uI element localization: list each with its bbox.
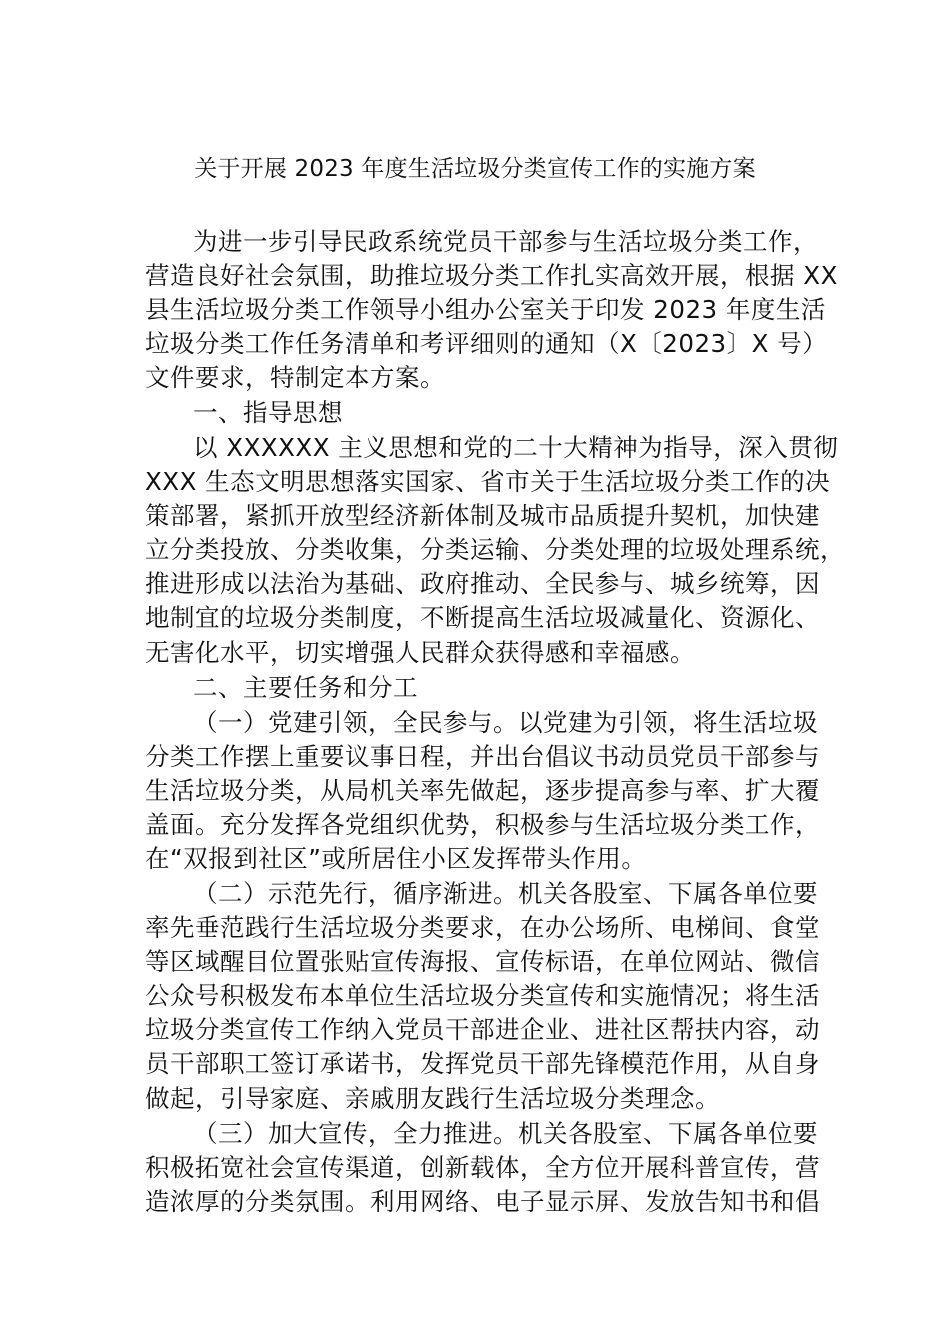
paragraph-line: 地制宜的垃圾分类制度，不断提高生活垃圾减量化、资源化、 (145, 603, 820, 632)
paragraph-line: 营造良好社会氛围，助推垃圾分类工作扎实高效开展，根据 XX (145, 261, 838, 290)
section-heading: 二、主要任务和分工 (193, 673, 418, 702)
paragraph-line: 盖面。充分发挥各党组织优势，积极参与生活垃圾分类工作， (145, 810, 820, 839)
paragraph-line: 立分类投放、分类收集，分类运输、分类处理的垃圾处理系统， (145, 535, 845, 564)
paragraph-line: 以 XXXXXX 主义思想和党的二十大精神为指导，深入贯彻 (193, 433, 839, 462)
paragraph-line: 文件要求，特制定本方案。 (145, 363, 445, 392)
paragraph-line: 垃圾分类宣传工作纳入党员干部进企业、进社区帮扶内容，动 (145, 1015, 820, 1044)
paragraph-line: 公众号积极发布本单位生活垃圾分类宣传和实施情况；将生活 (145, 981, 820, 1010)
paragraph-line: 推进形成以法治为基础、政府推动、全民参与、城乡统筹，因 (145, 569, 820, 598)
paragraph-line: 县生活垃圾分类工作领导小组办公室关于印发 2023 年度生活 (145, 295, 826, 324)
paragraph-line: 积极拓宽社会宣传渠道，创新载体，全方位开展科普宣传，营 (145, 1153, 820, 1182)
section-heading: 一、指导思想 (193, 398, 343, 427)
paragraph-line: 无害化水平，切实增强人民群众获得感和幸福感。 (145, 638, 695, 667)
paragraph-line: XXX 生态文明思想落实国家、省市关于生活垃圾分类工作的决 (145, 467, 831, 496)
paragraph-line: 员干部职工签订承诺书，发挥党员干部先锋模范作用，从自身 (145, 1049, 820, 1078)
paragraph-line: 分类工作摆上重要议事日程，并出台倡议书动员党员干部参与 (145, 742, 820, 771)
paragraph-line: （二）示范先行，循序渐进。机关各股室、下属各单位要 (193, 879, 818, 908)
document-title: 关于开展 2023 年度生活垃圾分类宣传工作的实施方案 (194, 156, 756, 182)
paragraph-line: 等区域醒目位置张贴宣传海报、宣传标语，在单位网站、微信 (145, 947, 820, 976)
paragraph-line: 率先垂范践行生活垃圾分类要求，在办公场所、电梯间、食堂 (145, 913, 820, 942)
paragraph-line: 在“双报到社区”或所居住小区发挥带头作用。 (145, 844, 647, 873)
paragraph-line: 生活垃圾分类，从局机关率先做起，逐步提高参与率、扩大覆 (145, 776, 820, 805)
paragraph-line: 策部署，紧抓开放型经济新体制及城市品质提升契机，加快建 (145, 501, 820, 530)
paragraph-line: （三）加大宣传，全力推进。机关各股室、下属各单位要 (193, 1119, 818, 1148)
paragraph-line: 造浓厚的分类氛围。利用网络、电子显示屏、发放告知书和倡 (145, 1187, 820, 1216)
paragraph-line: 做起，引导家庭、亲戚朋友践行生活垃圾分类理念。 (145, 1084, 720, 1113)
paragraph-line: （一）党建引领，全民参与。以党建为引领，将生活垃圾 (193, 708, 818, 737)
paragraph-line: 垃圾分类工作任务清单和考评细则的通知（X〔2023〕X 号） (145, 329, 828, 358)
paragraph-line: 为进一步引导民政系统党员干部参与生活垃圾分类工作， (193, 227, 818, 256)
